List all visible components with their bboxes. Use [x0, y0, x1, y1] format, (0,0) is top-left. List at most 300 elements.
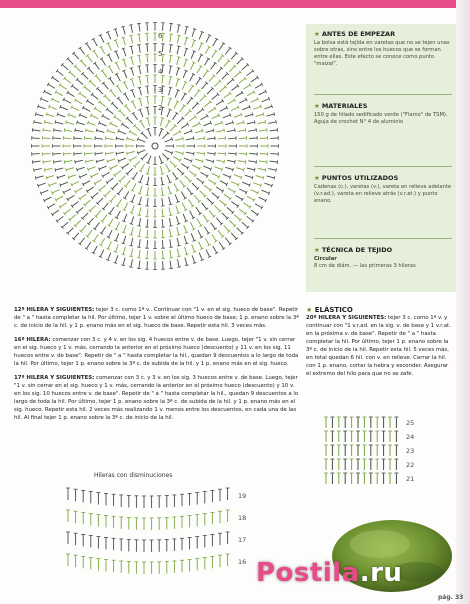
stitch-mark: [55, 168, 63, 170]
top-accent-strip: [0, 0, 470, 8]
stitch-mark: [175, 138, 183, 140]
stitch-mark: [68, 195, 75, 199]
stitch-mark: [103, 83, 108, 89]
stitch-mark: [270, 138, 278, 139]
stitch-mark: [107, 131, 115, 133]
stitch-mark: [80, 93, 87, 98]
stitch-mark: [34, 120, 35, 124]
stitch-mark: [213, 39, 217, 46]
stitch-mark: [177, 78, 180, 79]
stitch-mark: [131, 227, 133, 235]
stitch-mark: [84, 138, 92, 139]
stitch-mark: [37, 184, 38, 187]
stitch-mark: [231, 86, 237, 91]
stitch-mark: [204, 227, 208, 234]
stitch-mark: [162, 230, 163, 238]
stitch-mark: [162, 33, 163, 41]
stitch-mark: [173, 172, 177, 179]
stitch-mark: [196, 138, 204, 139]
stitch-mark: [189, 86, 193, 93]
stitch-mark: [115, 29, 118, 37]
stitch-mark: [86, 43, 90, 50]
stitch-mark: [106, 153, 114, 154]
stitch-mark: [204, 102, 210, 107]
stitch-mark: [85, 200, 91, 205]
stitch-mark: [32, 138, 40, 139]
stitch-mark: [116, 138, 124, 140]
stitch-mark: [139, 207, 141, 215]
stitch-mark: [80, 174, 87, 177]
stitch-mark: [200, 116, 207, 120]
stitch-mark: [83, 181, 90, 185]
stitch-mark: [178, 259, 180, 267]
stitch-mark: [80, 194, 87, 199]
stitch-mark: [76, 121, 77, 124]
stitch-mark: [139, 34, 140, 42]
stitch-mark: [267, 160, 268, 164]
stitch-mark: [178, 25, 180, 33]
stitch-mark: [147, 219, 148, 227]
stitch-mark: [137, 258, 141, 259]
stitch-mark: [265, 168, 266, 172]
stitch-mark: [169, 88, 171, 96]
stitch-mark: [247, 122, 255, 124]
stitch-mark: [231, 202, 237, 207]
star-icon: ★: [314, 246, 320, 254]
stitch-mark: [121, 37, 124, 38]
stitch-mark: [271, 105, 272, 108]
stitch-mark: [263, 112, 264, 115]
stitch-mark: [254, 168, 255, 172]
stitch-mark: [177, 256, 181, 257]
stitch-mark: [169, 55, 173, 56]
stitch-mark: [147, 107, 149, 115]
stitch-mark: [185, 254, 188, 255]
stitch-mark: [127, 168, 133, 174]
stitch-mark: [197, 66, 201, 73]
stitch-mark: [214, 123, 222, 126]
stitch-mark: [53, 128, 54, 132]
stitch-mark: [99, 185, 105, 190]
stitch-mark: [137, 215, 141, 216]
stitch-mark: [84, 153, 92, 154]
stitch-mark: [212, 234, 216, 241]
stitch-mark: [92, 193, 98, 198]
stitch-mark: [187, 188, 192, 194]
stitch-mark: [190, 211, 194, 218]
stitch-mark: [107, 129, 108, 132]
stitch-mark: [169, 226, 173, 227]
stitch-mark: [169, 66, 171, 74]
stitch-mark: [255, 84, 262, 88]
stitch-mark: [145, 96, 149, 97]
stitch-mark: [148, 129, 151, 136]
stitch-mark: [219, 43, 223, 50]
stitch-mark: [41, 190, 48, 193]
stitch-mark: [245, 114, 253, 116]
stitch-mark: [56, 92, 63, 96]
stitch-mark: [204, 136, 205, 140]
stitch-mark: [221, 168, 222, 171]
stitch-mark: [147, 187, 148, 195]
stitch-mark: [274, 176, 275, 179]
stitch-mark: [185, 176, 191, 182]
stitch-mark: [262, 99, 269, 102]
stitch-mark: [74, 233, 79, 239]
stitch-mark: [133, 172, 137, 179]
stitch-mark: [147, 177, 149, 185]
stitch-mark: [264, 183, 272, 186]
round-number-label: 3: [158, 86, 163, 94]
stitch-mark: [198, 230, 202, 237]
round-number-label: 6: [158, 32, 163, 40]
stitch-mark: [177, 168, 183, 174]
stitch-mark: [207, 153, 215, 154]
stitch-mark: [147, 54, 148, 62]
stitch-mark: [184, 225, 187, 233]
stitch-mark: [112, 103, 118, 109]
stitch-mark: [200, 191, 206, 197]
stitch-mark: [140, 186, 142, 194]
stitch-mark: [129, 234, 132, 235]
stitch-mark: [181, 94, 185, 101]
stitch-mark: [83, 108, 90, 112]
stitch-mark: [162, 251, 163, 259]
stitch-mark: [177, 46, 179, 54]
stitch-mark: [116, 244, 119, 251]
stitch-mark: [35, 176, 36, 179]
stitch-mark: [256, 128, 257, 132]
stitch-mark: [57, 176, 58, 179]
stitch-mark: [276, 168, 277, 172]
stitch-mark: [100, 35, 104, 42]
stitch-mark: [131, 68, 133, 76]
stitch-mark: [147, 33, 148, 41]
stitch-mark: [175, 90, 178, 97]
sidebar-block-materiales: [314, 102, 452, 126]
stitch-mark: [140, 175, 143, 182]
stitch-mark: [183, 137, 184, 140]
stitch-mark: [169, 34, 173, 35]
stitch-mark: [76, 168, 77, 171]
stitch-mark: [116, 152, 117, 156]
stitch-mark: [108, 32, 111, 39]
stitch-mark: [116, 137, 117, 141]
stitch-mark: [64, 160, 65, 164]
stitch-mark: [54, 161, 62, 162]
stitch-mark: [162, 209, 163, 217]
instruction-row-16: 16ª HILERA: comenzar con 3 c. y 4 v. en los sig. 4 huecos entre v. de base. Luego, tejer "1 v. sin cerrar en el sig. hueco y 1 v. más, cerrando la anterior en el próximo hueco (descuento) y 11 v. en los sig. 11 huecos entre v. de base". Repetir de " a " hasta completar la hil., quedan 9 descuentos a lo largo de toda la hil. Por último, tejer 1 p. enano sobre la 3ª c. de subida de la hil. y 1 p. enano más en el sig. hueco.: [14, 337, 299, 367]
stitch-mark: [206, 160, 214, 162]
stitch-mark: [52, 210, 59, 214]
stitch-mark: [165, 150, 172, 153]
stitch-mark: [95, 180, 102, 184]
stitch-mark: [237, 59, 243, 65]
stitch-mark: [87, 56, 92, 62]
stitch-mark: [107, 109, 113, 114]
elastico-text: 20ª HILERA Y SIGUIENTES: tejer 3 c. como 1ª v. y continuar con "1 v.r.ad. en la sig. v. de base y 1 v.r.at. en la próxima v. de base". Repetir de " a " hasta completar la hil. Por último, tejer 1 p. enano sobre la 3ª c. de inicio de la hil. Repetir esta hil. 5 veces más, en total quedan 6 hil. con v. en relieve. Cerrar la hil. con 1 p. enano, cortar la hebra y esconder. Asegurar el extremo del hilo para que no se zafe.: [306, 315, 451, 377]
stitch-mark: [53, 153, 61, 154]
stitch-mark: [186, 138, 194, 140]
stitch-mark: [165, 139, 172, 142]
stitch-mark: [177, 249, 179, 257]
stitch-mark: [228, 138, 236, 139]
stitch-mark: [42, 153, 50, 154]
stitch-mark: [177, 46, 181, 47]
stitch-mark: [111, 195, 116, 201]
sidebar-block-tecnica: [314, 246, 452, 270]
stitch-mark: [134, 161, 140, 167]
stitch-mark: [212, 51, 216, 58]
stitch-mark: [46, 176, 47, 179]
stitch-mark: [69, 175, 77, 178]
elastico-title: ELÁSTICO: [314, 306, 353, 314]
stitch-mark: [130, 132, 137, 136]
stitch-mark: [259, 91, 266, 95]
stitch-mark: [252, 113, 253, 116]
stitch-mark: [53, 160, 54, 164]
stitch-mark: [87, 187, 94, 191]
stitch-mark: [64, 161, 72, 162]
stitch-mark: [162, 198, 163, 206]
stitch-mark: [185, 48, 188, 49]
stitch-mark: [221, 121, 222, 124]
stitch-mark: [141, 121, 145, 128]
stitch-mark: [197, 109, 203, 114]
stitch-mark: [147, 44, 148, 52]
stitch-mark: [243, 120, 244, 123]
row-number-label: 24: [406, 433, 415, 441]
stitch-mark: [139, 88, 141, 96]
stitch-mark: [220, 108, 227, 112]
stitch-mark: [96, 160, 97, 163]
stitch-mark: [259, 161, 267, 162]
stitch-mark: [247, 196, 254, 200]
stitch-mark: [131, 25, 133, 33]
stitch-mark: [45, 122, 53, 124]
stitch-mark: [177, 238, 179, 246]
stitch-mark: [122, 124, 129, 128]
stitch-mark: [139, 239, 140, 247]
stitch-mark: [127, 151, 135, 153]
stitch-mark: [142, 133, 148, 139]
stitch-mark: [206, 130, 214, 132]
stitch-mark: [177, 67, 180, 68]
stitch-mark: [249, 153, 257, 154]
stitch-mark: [185, 37, 188, 38]
stitch-mark: [129, 46, 133, 47]
stitch-mark: [169, 247, 173, 248]
stitch-mark: [247, 168, 255, 170]
stitch-mark: [42, 138, 50, 139]
stitch-mark: [115, 255, 118, 263]
stitch-mark: [185, 258, 187, 266]
stitch-mark: [75, 128, 76, 132]
stitch-mark: [96, 210, 101, 216]
stitch-mark: [108, 43, 111, 50]
stitch-mark: [64, 189, 71, 193]
stitch-mark: [205, 47, 209, 54]
stitch-mark: [232, 168, 233, 171]
stitch-mark: [219, 87, 225, 92]
stitch-mark: [62, 65, 68, 70]
stitch-mark: [196, 153, 204, 154]
star-icon: ★: [314, 102, 320, 110]
stitch-mark: [147, 97, 148, 105]
stitch-mark: [123, 258, 125, 266]
stitch-mark: [75, 130, 83, 132]
stitch-mark: [256, 176, 264, 178]
stitch-mark: [114, 28, 117, 29]
stitch-mark: [57, 113, 58, 116]
stitch-mark: [105, 191, 111, 197]
stitch-mark: [204, 123, 211, 126]
stitch-mark: [99, 102, 105, 107]
stitch-mark: [186, 152, 194, 154]
stitch-mark: [177, 245, 181, 246]
stitch-mark: [223, 115, 230, 118]
stitch-mark: [101, 238, 105, 245]
stitch-mark: [129, 57, 132, 58]
stitch-mark: [206, 250, 210, 257]
stitch-mark: [168, 98, 170, 106]
stitch-mark: [177, 212, 180, 213]
stitch-mark: [139, 218, 141, 226]
stitch-mark: [95, 108, 102, 112]
stitch-mark: [209, 210, 214, 216]
instruction-row-17: 17ª HILERA Y SIGUIENTES: comenzar con 3 c. y 3 v. en los sig. 3 huecos entre v. de base. Luego, tejer "1 v. sin cerrar en el sig. hueco y 1 v. más, cerrando la anterior en el próximo hueco (descuento) y 10 v. en los sig. 10 huecos entre v. de base". Repetir de " a " hasta completar la hil., quedan 9 descuentos a lo largo de toda la hil. Por último, tejer 1 p. enano sobre la 3ª c. de subida de la hil. y 1 p. enano más en el sig. hueco. Repetir esta hil. 2 veces más realizando 1 v. menos entre los descuentos, en cada una de las hil. Al final tejer 1 p. enano sobre la 3ª c. de inicio de la hil.: [14, 375, 299, 421]
stitch-mark: [85, 128, 86, 132]
stitch-mark: [38, 106, 46, 109]
stitch-mark: [259, 197, 266, 201]
stitch-mark: [48, 204, 55, 208]
stitch-mark: [70, 72, 76, 77]
stitch-mark: [44, 168, 45, 172]
stitch-mark: [35, 112, 36, 115]
stitch-mark: [175, 151, 183, 153]
stitch-mark: [177, 57, 179, 65]
sidebar-divider: [314, 166, 452, 167]
stitch-mark: [147, 166, 149, 174]
stitch-mark: [202, 83, 207, 89]
stitch-mark: [119, 158, 126, 161]
stitch-mark: [137, 236, 141, 237]
stitch-mark: [204, 185, 210, 190]
stitch-mark: [88, 68, 93, 74]
stitch-mark: [271, 184, 272, 187]
stitch-mark: [256, 114, 264, 116]
stitch-mark: [177, 234, 180, 235]
stitch-mark: [247, 71, 253, 76]
stitch-mark: [204, 59, 208, 66]
stitch-mark: [124, 82, 127, 89]
stitch-mark: [192, 255, 195, 263]
stitch-mark: [229, 66, 235, 72]
stitch-mark: [127, 137, 128, 140]
stitch-mark: [54, 130, 62, 131]
stitch-mark: [225, 48, 230, 54]
stitch-mark: [184, 236, 186, 244]
stitch-mark: [191, 51, 194, 58]
stitch-mark: [75, 220, 81, 226]
stitch-mark: [228, 188, 235, 192]
stitch-mark: [200, 172, 207, 176]
stitch-mark: [93, 246, 97, 253]
stitch-mark: [159, 129, 162, 136]
stitch-mark: [137, 44, 141, 45]
stitch-mark: [175, 195, 178, 202]
stitch-mark: [41, 99, 48, 102]
stitch-mark: [169, 66, 173, 67]
stitch-mark: [34, 169, 42, 171]
stitch-mark: [256, 160, 257, 164]
stitch-mark: [101, 227, 105, 234]
stitch-mark: [74, 153, 82, 154]
stitch-mark: [97, 160, 105, 162]
stitch-mark: [86, 130, 94, 132]
stitch-mark: [66, 168, 74, 170]
stitch-mark: [102, 215, 107, 222]
stitch-mark: [192, 40, 195, 47]
stitch-mark: [43, 130, 51, 131]
stitch-mark: [77, 167, 85, 169]
stitch-mark: [103, 203, 108, 209]
stitch-mark: [88, 123, 96, 126]
stitch-mark: [161, 174, 164, 175]
stitch-mark: [166, 164, 170, 171]
stitch-mark: [109, 66, 113, 73]
star-icon: ★: [314, 30, 320, 38]
stitch-mark: [194, 90, 199, 96]
stitch-mark: [245, 175, 253, 177]
stitch-mark: [139, 197, 141, 205]
stitch-mark: [205, 238, 209, 245]
stitch-mark: [43, 161, 51, 162]
stitch-mark: [105, 136, 106, 140]
stitch-mark: [267, 128, 268, 132]
stitch-mark: [213, 160, 214, 163]
stitch-mark: [239, 138, 247, 139]
stitch-mark: [72, 107, 79, 110]
stitch-mark: [219, 200, 225, 205]
stitch-mark: [162, 133, 168, 139]
stitch-mark: [60, 85, 67, 89]
row-number-label: 23: [406, 447, 415, 455]
stitch-mark: [216, 130, 224, 132]
stitch-mark: [234, 215, 240, 220]
stitch-mark: [216, 160, 224, 162]
stitch-mark: [169, 77, 171, 85]
stitch-mark: [86, 242, 90, 249]
stitch-mark: [94, 51, 98, 58]
stitch-mark: [37, 105, 38, 108]
stitch-mark: [212, 193, 218, 198]
stitch-mark: [200, 96, 206, 102]
stitch-mark: [139, 24, 140, 32]
stitch-mark: [115, 117, 121, 122]
stitch-mark: [146, 184, 150, 185]
stitch-mark: [81, 61, 86, 67]
instruction-row-12: 12ª HILERA Y SIGUIENTES: tejer 3 c. como 1ª v.. Continuar con "1 v. en el sig. hueco de base". Repetir de " a " hasta completar la hil. Por último, tejer 1 v. sobre el último hueco de base; 1 p. enano sobre la 3ª c. de inicio de la hil. y 1 p. enano más en el sig. hueco de base. Repetir esta hil. 3 veces más.: [14, 307, 299, 329]
sidebar-divider: [314, 238, 452, 239]
stitch-mark: [160, 118, 162, 126]
stitch-mark: [239, 209, 245, 214]
stitch-mark: [123, 247, 125, 255]
stitch-mark: [130, 212, 133, 213]
stitch-mark: [131, 36, 133, 44]
stitch-mark: [147, 240, 148, 248]
stitch-mark: [46, 112, 47, 115]
